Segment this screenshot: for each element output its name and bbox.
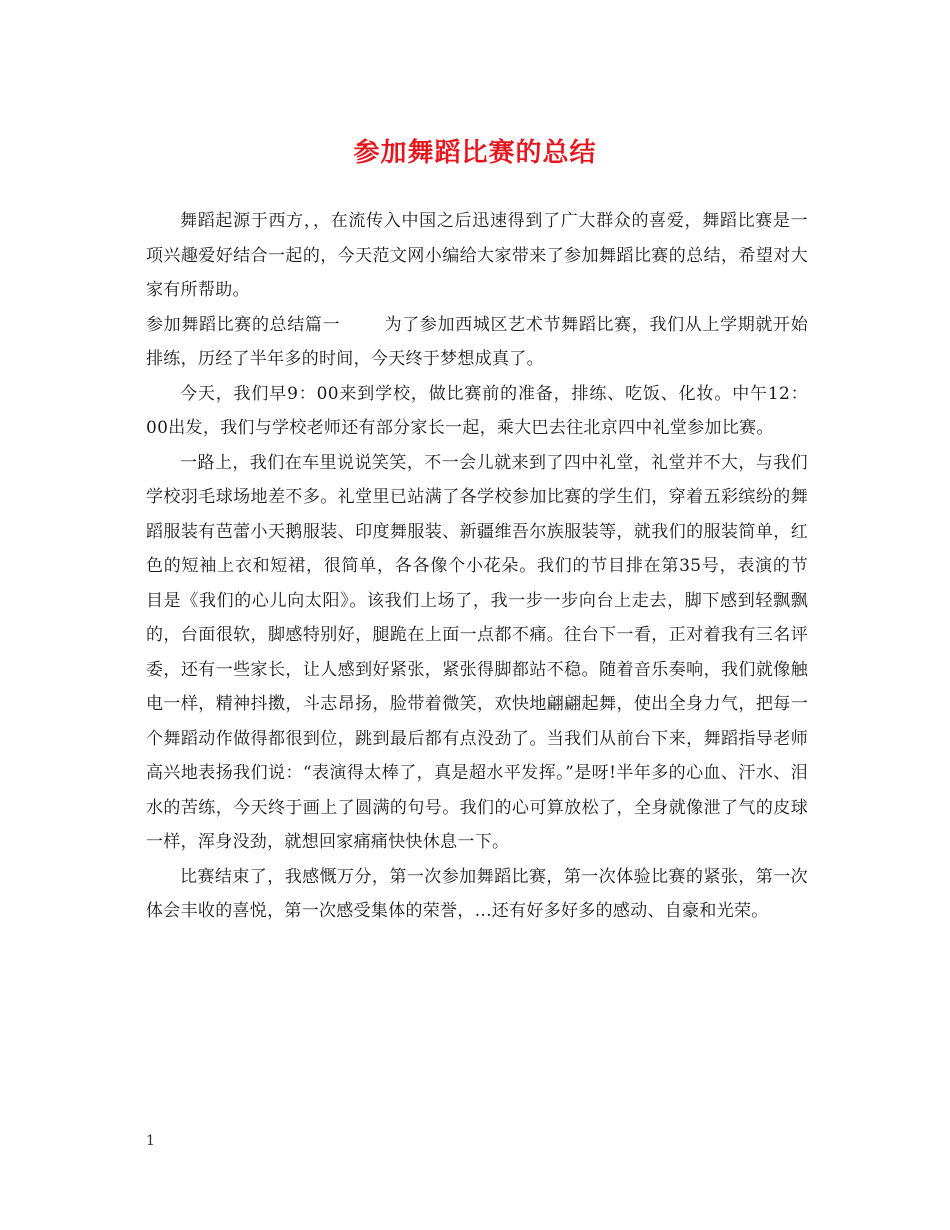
paragraph-performance: 一路上，我们在车里说说笑笑，不一会儿就来到了四中礼堂，礼堂并不大，与我们学校羽毛球场地差不多。礼堂里已站满了各学校参加比赛的学生们，穿着五彩缤纷的舞蹈服装有芭蕾小天鹅服装、印度舞服装、新疆维吾尔族服装等，就我们的服装简单，红色的短袖上衣和短裙，很简单，各各像个小花朵。我们的节目排在第35号，表演的节目是《我们的心儿向太阳》。该我们上场了，我一步一步向台上走去，脚下感到轻飘飘的，台面很软，脚感特别好，腿跪在上面一点都不痛。往台下一看，正对着我有三名评委，还有一些家长，让人感到好紧张，紧张得脚都站不稳。随着音乐奏响，我们就像触电一样，精神抖擞，斗志昂扬，脸带着微笑，欢快地翩翩起舞，使出全身力气，把每一个舞蹈动作做得都很到位，跳到最后都有点没劲了。当我们从前台下来，舞蹈指导老师高兴地表扬我们说：“表演得太棒了，真是超水平发挥。”是呀!半年多的心血、汗水、泪水的苦练，今天终于画上了圆满的句号。我们的心可算放松了，全身就像泄了气的皮球一样，浑身没劲，就想回家痛痛快快休息一下。 — [146, 452, 808, 852]
section-one-text: 为了参加西城区艺术节舞蹈比赛，我们从上学期就开始排练，历经了半年多的时间，今天终于梦想成真了。 — [146, 314, 808, 369]
paragraph-conclusion: 比赛结束了，我感慨万分，第一次参加舞蹈比赛，第一次体验比赛的紧张，第一次体会丰收的喜悦，第一次感受集体的荣誉，...还有好多好多的感动、自豪和光荣。 — [146, 866, 808, 921]
paragraph-intro: 舞蹈起源于西方，，在流传入中国之后迅速得到了广大群众的喜爱，舞蹈比赛是一项兴趣爱好结合一起的，今天范文网小编给大家带来了参加舞蹈比赛的总结，希望对大家有所帮助。 — [146, 211, 808, 300]
page-number: 1 — [146, 1133, 155, 1149]
section-heading: 参加舞蹈比赛的总结篇一 — [146, 314, 341, 335]
document-body — [146, 204, 808, 929]
paragraph-section-one — [146, 308, 808, 377]
paragraph-today: 今天，我们早9：00来到学校，做比赛前的准备，排练、吃饭、化妆。中午12：00出发，我们与学校老师还有部分家长一起，乘大巴去往北京四中礼堂参加比赛。 — [146, 383, 808, 438]
document-title: 参加舞蹈比赛的总结 — [353, 138, 597, 168]
